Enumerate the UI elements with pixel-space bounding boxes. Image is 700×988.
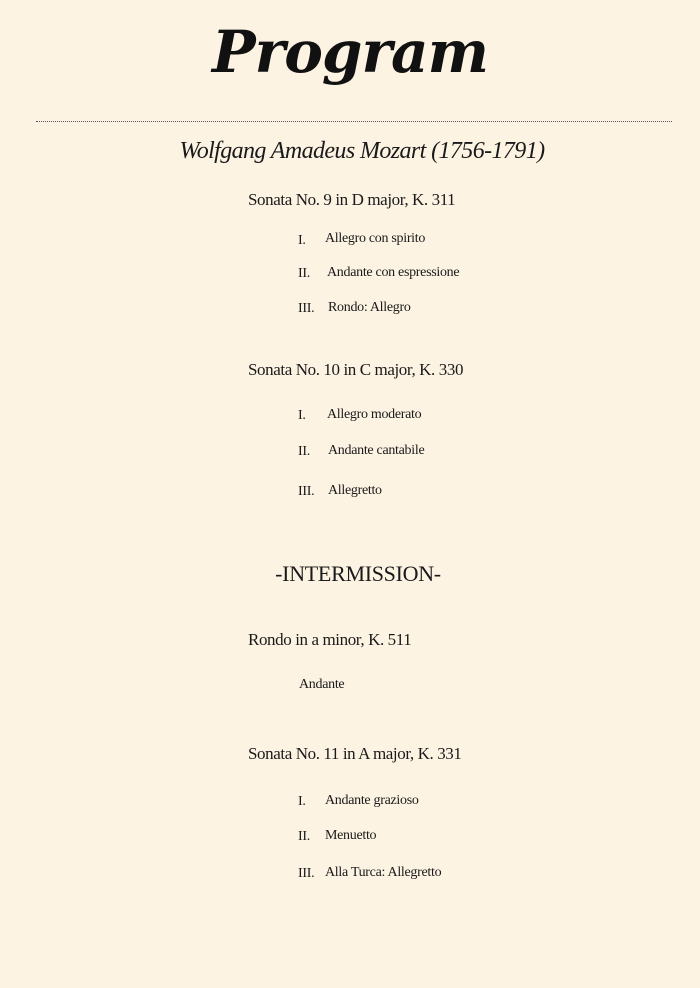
work-title: Rondo in a minor, K. 511 — [248, 630, 412, 649]
movement-numeral: III. — [298, 866, 315, 881]
movement-name: Allegro con spirito — [325, 231, 426, 246]
work-title: Sonata No. 9 in D major, K. 311 — [248, 190, 456, 209]
movement-name: Menuetto — [325, 828, 377, 843]
movement-name: Andante con espressione — [327, 265, 460, 280]
movement-numeral: II. — [298, 266, 310, 281]
movement-numeral: I. — [298, 233, 306, 248]
movement-numeral: III. — [298, 484, 315, 499]
movement-name: Alla Turca: Allegretto — [325, 865, 442, 880]
movement-name: Andante — [299, 677, 345, 692]
movement-numeral: III. — [298, 301, 315, 316]
movement-numeral: I. — [298, 794, 306, 809]
page-title: Program — [212, 18, 488, 86]
composer-heading: Wolfgang Amadeus Mozart (1756-1791) — [179, 138, 545, 164]
movement-name: Rondo: Allegro — [328, 300, 411, 315]
movement-name: Andante cantabile — [328, 443, 425, 458]
movement-numeral: II. — [298, 444, 310, 459]
movement-name: Allegro moderato — [327, 407, 422, 422]
movement-numeral: II. — [298, 829, 310, 844]
movement-numeral: I. — [298, 408, 306, 423]
intermission-heading: -INTERMISSION- — [275, 561, 441, 586]
movement-name: Andante grazioso — [325, 793, 419, 808]
dotted-divider — [36, 121, 672, 122]
movement-name: Allegretto — [328, 483, 382, 498]
work-title: Sonata No. 11 in A major, K. 331 — [248, 744, 462, 763]
work-title: Sonata No. 10 in C major, K. 330 — [248, 360, 464, 379]
